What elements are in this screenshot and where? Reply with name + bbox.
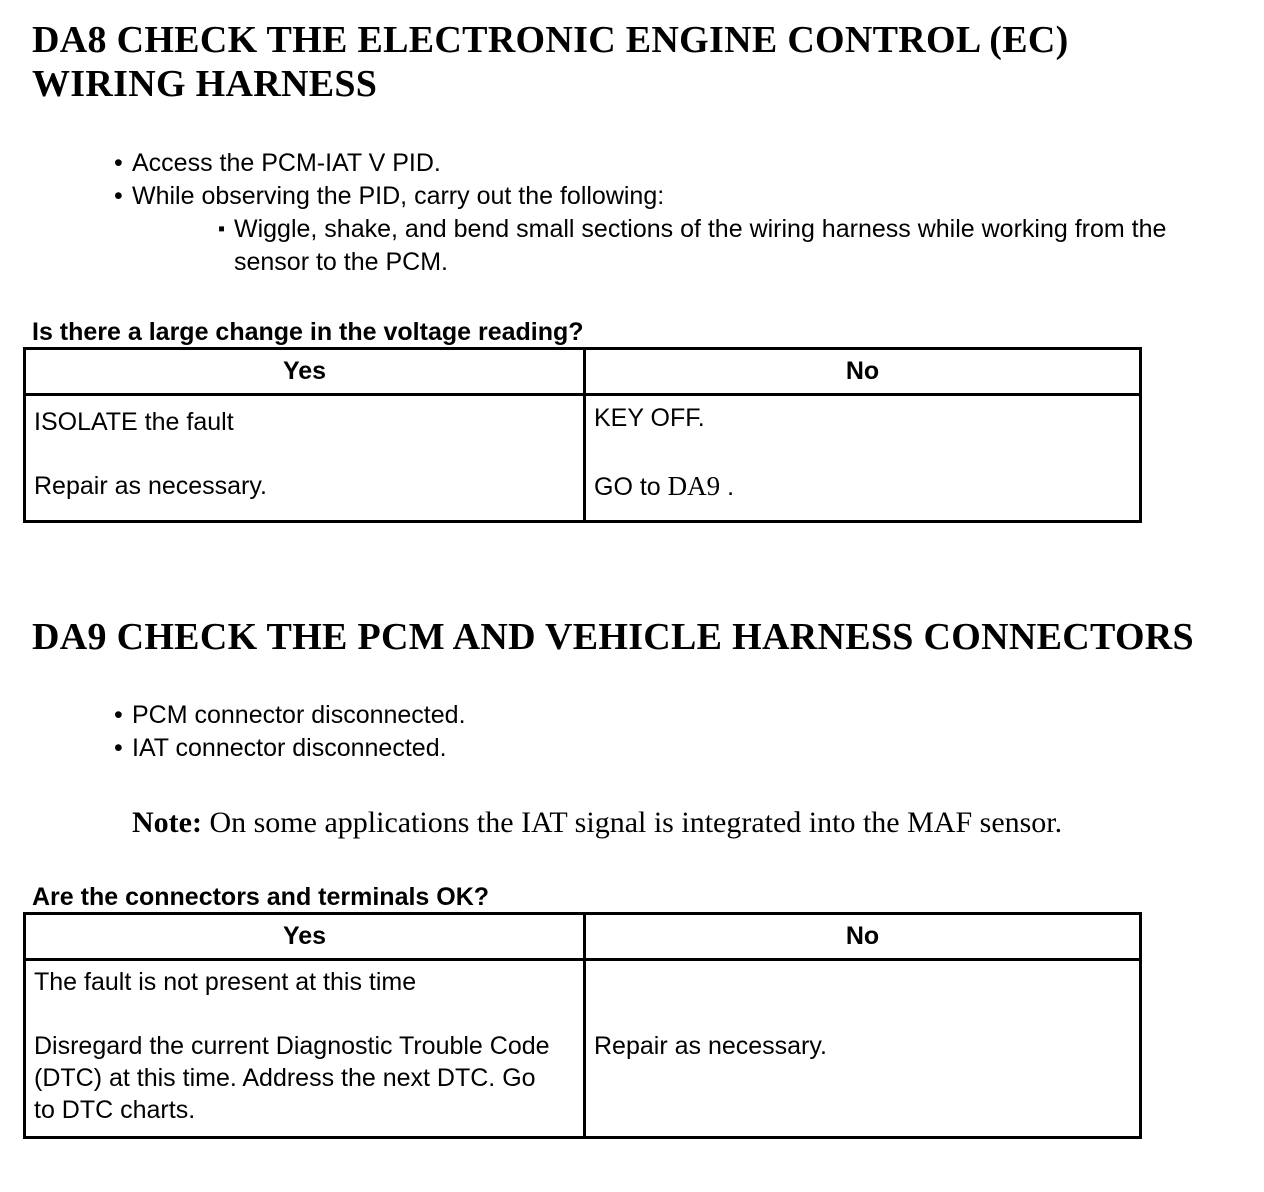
da8-bullet-1: • Access the PCM-IAT V PID. — [114, 147, 1244, 180]
yes-header: Yes — [25, 914, 585, 960]
da8-bullet-2-text: While observing the PID, carry out the following: — [132, 182, 665, 210]
table-header-row — [25, 349, 1141, 395]
da8-instructions — [114, 147, 1244, 279]
yes-text-1: The fault is not present at this time — [34, 968, 417, 996]
no-cell — [585, 960, 1141, 1138]
da9-note — [132, 805, 1062, 841]
yes-cell — [25, 395, 585, 522]
da8-bullet-2 — [114, 180, 1244, 279]
yes-text-2: Repair as necessary. — [34, 472, 267, 500]
da9-bullet-1: • PCM connector disconnected. — [114, 699, 466, 732]
da9-title: DA9 CHECK THE PCM AND VEHICLE HARNESS CONNECTORS — [32, 616, 1194, 658]
da8-title-line2: WIRING HARNESS — [32, 63, 378, 105]
note-label: Note: — [132, 806, 202, 839]
note-text: On some applications the IAT signal is integrated into the MAF sensor. — [201, 806, 1063, 839]
yes-header: Yes — [25, 349, 585, 395]
yes-text-1: ISOLATE the fault — [34, 408, 234, 436]
da8-title-line1: DA8 CHECK THE ELECTRONIC ENGINE CONTROL (EC) — [32, 19, 1069, 61]
no-cell — [585, 395, 1141, 522]
no-header: No — [585, 914, 1141, 960]
no-text-2-suffix: . — [720, 473, 735, 501]
table-header-row — [25, 914, 1141, 960]
da8-title — [32, 18, 1069, 106]
table-row — [25, 395, 1141, 522]
da9-result-table — [23, 912, 1142, 1139]
yes-text-2: Disregard the current Diagnostic Trouble Code (DTC) at this time. Address the next DTC. Go to DTC charts. — [34, 1032, 550, 1124]
da8-sub-list — [132, 213, 1244, 279]
da9-link[interactable]: DA9 — [667, 471, 721, 501]
no-text-2 — [594, 470, 1131, 503]
da9-bullet-2: • IAT connector disconnected. — [114, 732, 466, 765]
no-header: No — [585, 349, 1141, 395]
da8-result-table — [23, 347, 1142, 523]
no-text-1: Repair as necessary. — [594, 1032, 827, 1060]
da9-question: Are the connectors and terminals OK? — [32, 883, 490, 911]
da8-sub-bullet: ▪ Wiggle, shake, and bend small sections of the wiring harness while working from the sensor to the PCM. — [218, 213, 1244, 279]
da8-question: Is there a large change in the voltage reading? — [32, 318, 584, 346]
da9-conditions — [114, 699, 466, 765]
no-text-1: KEY OFF. — [594, 404, 705, 432]
yes-cell — [25, 960, 585, 1138]
no-text-2-prefix: GO to — [594, 473, 668, 501]
table-row — [25, 960, 1141, 1138]
